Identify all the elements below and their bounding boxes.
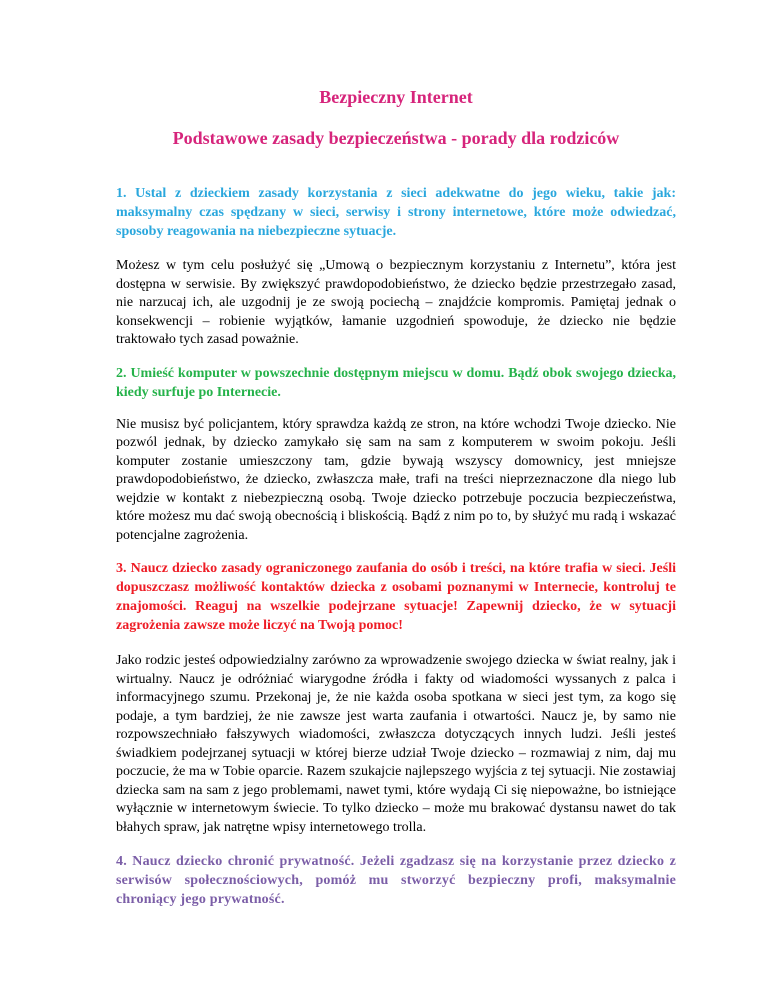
section-2-heading: 2. Umieść komputer w powszechnie dostępnym miejscu w domu. Bądź obok swojego dziecka, kiedy surfuje po Internecie.: [116, 365, 676, 400]
section-3-heading: 3. Naucz dziecko zasady ograniczonego zaufania do osób i treści, na które trafia w sieci. Jeśli dopuszczasz możliwość kontaktów dziecka z osobami poznanymi w Internecie, kontroluj te znajomości. Reaguj na wszelkie podejrzane sytuacje! Zapewnij dziecko, że w sytuacji zagrożenia zawsze może liczyć na Twoją pomoc!: [116, 561, 676, 633]
section-1-heading: 1. Ustal z dzieckiem zasady korzystania z sieci adekwatne do jego wieku, takie jak: maksymalny czas spędzany w sieci, serwisy i strony internetowe, które może odwiedzać, sposoby reagowania na niebezpieczne sytuacje.: [116, 186, 676, 239]
document-page: [116, 86, 676, 909]
section-1-body: Możesz w tym celu posłużyć się „Umową o bezpiecznym korzystaniu z Internetu”, która jest dostępna w serwisie. By zwiększyć prawdopodobieństwo, że dziecko będzie przestrzegało zasad, nie narzucaj ich, ale uzgodnij je ze swoją pociechą – znajdźcie kompromis. Pamiętaj jednak o konsekwencji – robienie wyjątków, łamanie uzgodnień spowoduje, że dziecko nie będzie traktowało tych zasad poważnie.: [116, 258, 676, 347]
document-subtitle: Podstawowe zasady bezpieczeństwa - porady dla rodziców: [172, 128, 620, 148]
section-3-body: Jako rodzic jesteś odpowiedzialny zarówno za wprowadzenie swojego dziecka w świat realny, jak i wirtualny. Naucz je odróżniać wiarygodne źródła i fakty od wiadomości wyssanych z palca i informacyjnego szumu. Przekonaj je, że nie każda osoba spotkana w sieci jest tym, za kogo się podaje, a tym bardziej, że nie zawsze jest warta zaufania i otwartości. Naucz je, by samo nie rozpowszechniało fałszywych wiadomości, zwłaszcza dotyczących innych ludzi. Jeśli jesteś świadkiem podejrzanej sytuacji w której bierze udział Twoje dziecko – rozmawiaj z nim, daj mu poczucie, że ma w Tobie oparcie. Razem szukajcie najlepszego wyjścia z tej sytuacji. Nie zostawiaj dziecka sam na sam z jego problemami, nawet tymi, które wydają Ci się niepoważne, bo istniejące wyłącznie w internetowym świecie. To tylko dziecko – może mu brakować dystansu nawet do tak błahych spraw, jak natrętne wpisy internetowego trolla.: [116, 653, 676, 835]
section-4-heading: 4. Naucz dziecko chronić prywatność. Jeżeli zgadzasz się na korzystanie przez dziecko z serwisów społecznościowych, pomóż mu stworzyć bezpieczny profi, maksymalnie chroniący jego prywatność.: [116, 854, 676, 907]
document-title: Bezpieczny Internet: [319, 87, 473, 107]
section-2-body: Nie musisz być policjantem, który sprawdza każdą ze stron, na które wchodzi Twoje dziecko. Nie pozwól jednak, by dziecko zamykało się sam na sam z komputerem w swoim pokoju. Jeśli komputer zostanie umieszczony tam, gdzie bywają wszyscy domownicy, jest mniejsze prawdopodobieństwo, że dziecko, zwłaszcza małe, trafi na treści nieprzeznaczone dla niego lub wejdzie w kontakt z niebezpieczną osobą. Twoje dziecko potrzebuje poczucia bezpieczeństwa, które możesz mu dać swoją obecnością i bliskością. Bądź z nim po to, by służyć mu radą i wskazać potencjalne zagrożenia.: [116, 416, 676, 543]
